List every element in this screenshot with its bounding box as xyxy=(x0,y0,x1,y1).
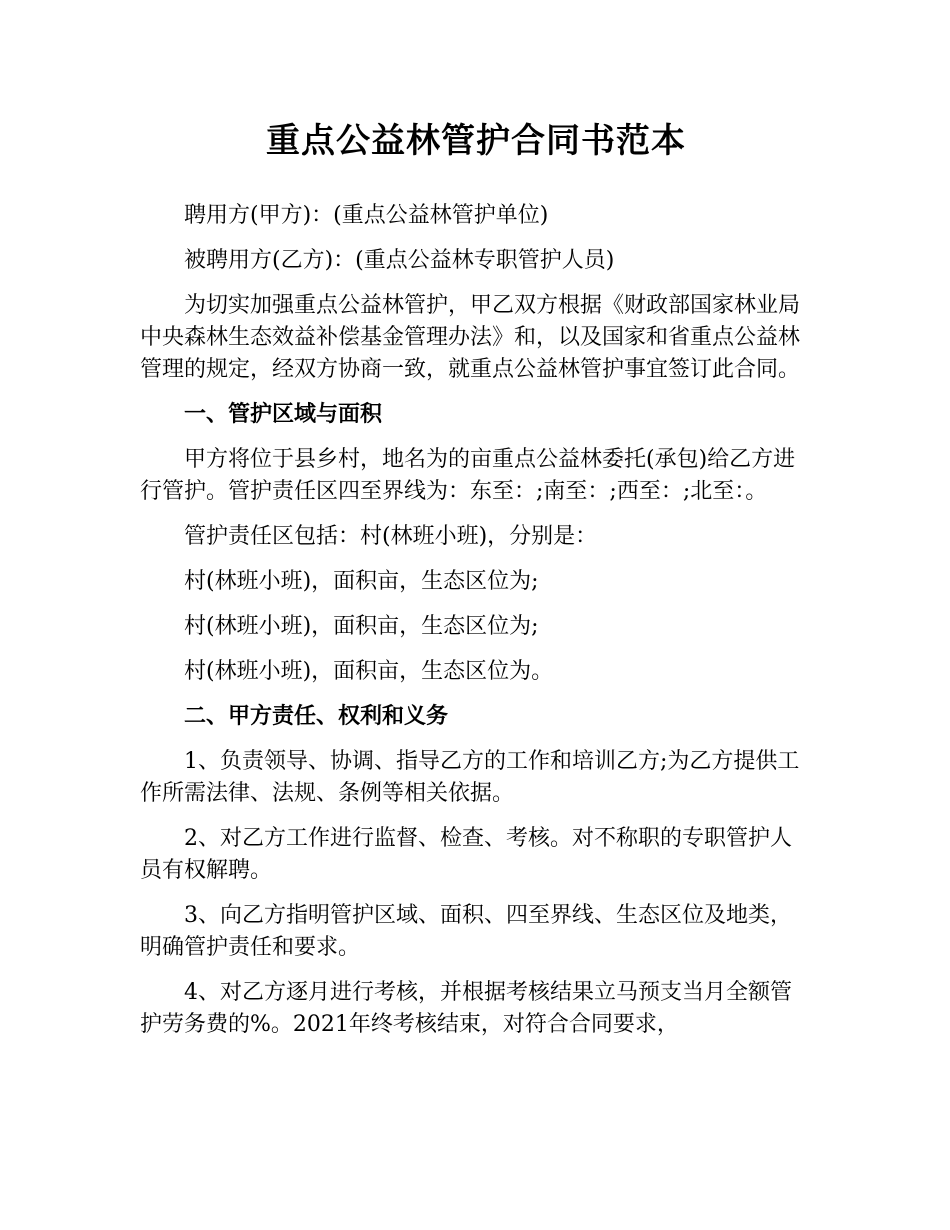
document-page xyxy=(140,110,812,1054)
clause-paragraph: 1、负责领导、协调、指导乙方的工作和培训乙方;为乙方提供工作所需法律、法规、条例等相关依据。 xyxy=(140,749,800,806)
preamble-paragraph: 为切实加强重点公益林管护，甲乙双方根据《财政部国家林业局中央森林生态效益补偿基金管理办法》和，以及国家和省重点公益林管理的规定，经双方协商一致，就重点公益林管护事宜签订此合同。 xyxy=(140,293,801,382)
employee-line: 被聘用方(乙方)：(重点公益林专职管护人员) xyxy=(184,248,615,273)
section-heading-area: 一、管护区域与面积 xyxy=(184,402,383,427)
area-item-paragraph: 村(林班小班)，面积亩，生态区位为; xyxy=(184,614,539,639)
section-heading-party-a: 二、甲方责任、权利和义务 xyxy=(184,704,449,729)
clause-paragraph: 2、对乙方工作进行监督、检查、考核。对不称职的专职管护人员有权解聘。 xyxy=(140,826,792,883)
area-includes-paragraph: 管护责任区包括：村(林班小班)，分别是： xyxy=(184,524,598,549)
employer-line: 聘用方(甲方)：(重点公益林管护单位) xyxy=(184,203,549,228)
clause-paragraph: 4、对乙方逐月进行考核，并根据考核结果立马预支当月全额管护劳务费的%。2021年终考核结束，对符合合同要求， xyxy=(140,980,792,1037)
area-item-paragraph: 村(林班小班)，面积亩，生态区位为。 xyxy=(184,659,554,684)
clause-paragraph: 3、向乙方指明管护区域、面积、四至界线、生态区位及地类，明确管护责任和要求。 xyxy=(140,903,792,960)
area-item-paragraph: 村(林班小班)，面积亩，生态区位为; xyxy=(184,569,539,594)
area-description-paragraph: 甲方将位于县乡村，地名为的亩重点公益林委托(承包)给乙方进行管护。管护责任区四至界线为：东至：;南至：;西至：;北至：。 xyxy=(140,447,796,504)
document-title: 重点公益林管护合同书范本 xyxy=(266,121,686,161)
